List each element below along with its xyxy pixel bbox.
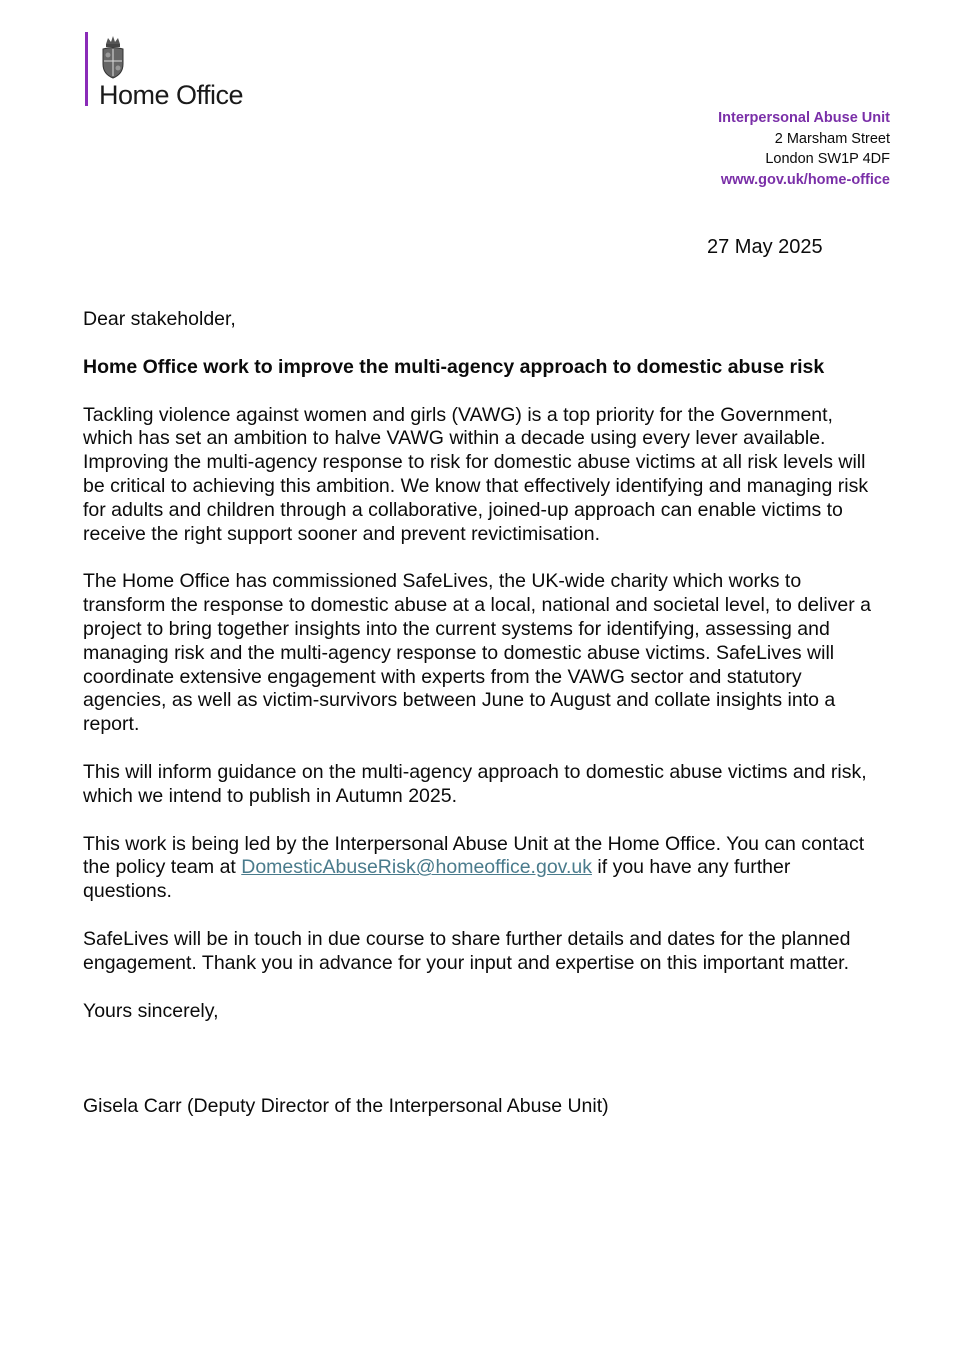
subject-heading: Home Office work to improve the multi-agency approach to domestic abuse risk [83,355,825,378]
paragraph: The Home Office has commissioned SafeLives, the UK-wide charity which works to transform the response to domestic abuse at a local, national and societal level, to deliver a project to bring together insights into the current systems for identifying, assessing and managing risk and the multi-agency response to domestic abuse victims. SafeLives will coordinate extensive engagement with experts from the VAWG sector and statutory agencies, as well as victim-survivors between June to August and collate insights into a report. [83,570,872,736]
contact-paragraph [83,833,873,904]
letter-body [83,308,873,1143]
signatory: Gisela Carr (Deputy Director of the Interpersonal Abuse Unit) [83,1095,609,1118]
city-postcode: London SW1P 4DF [765,151,890,167]
street: 2 Marsham Street [774,130,890,147]
closing-paragraph: SafeLives will be in touch in due course to share further details and dates for the planned engagement. Thank you in advance for your input and expertise on this important matter. [83,927,851,974]
paragraph: Tackling violence against women and girls (VAWG) is a top priority for the Government, which has set an ambition to halve VAWG within a decade using every lever available. Improving the multi-agency response to risk for domestic abuse victims at all risk levels will be critical to achieving this ambition. We know that effectively identifying and managing risk for adults and children through a collaborative, joined-up approach can enable victims to receive the right support sooner and prevent revictimisation. [83,403,869,545]
contact-text-before: This work is being led by the Interpersonal Abuse Unit at the Home Office. You can contact the policy team at [83,832,865,879]
letter-date: 27 May 2025 [707,236,823,258]
org-name: Home Office [99,80,244,110]
salutation: Dear stakeholder, [83,308,236,330]
paragraph: This will inform guidance on the multi-agency approach to domestic abuse victims and risk, which we intend to publish in Autumn 2025. [83,760,867,807]
email-link[interactable]: DomesticAbuseRisk@homeoffice.gov.uk [241,856,592,879]
unit-name: Interpersonal Abuse Unit [718,110,890,126]
website-link[interactable]: www.gov.uk/home-office [720,171,890,188]
royal-crest-icon [98,34,128,80]
sender-address [718,108,890,190]
sign-off: Yours sincerely, [83,999,219,1022]
contact-text-after: if you have any further questions. [83,856,791,903]
logo-accent-bar [85,32,88,106]
